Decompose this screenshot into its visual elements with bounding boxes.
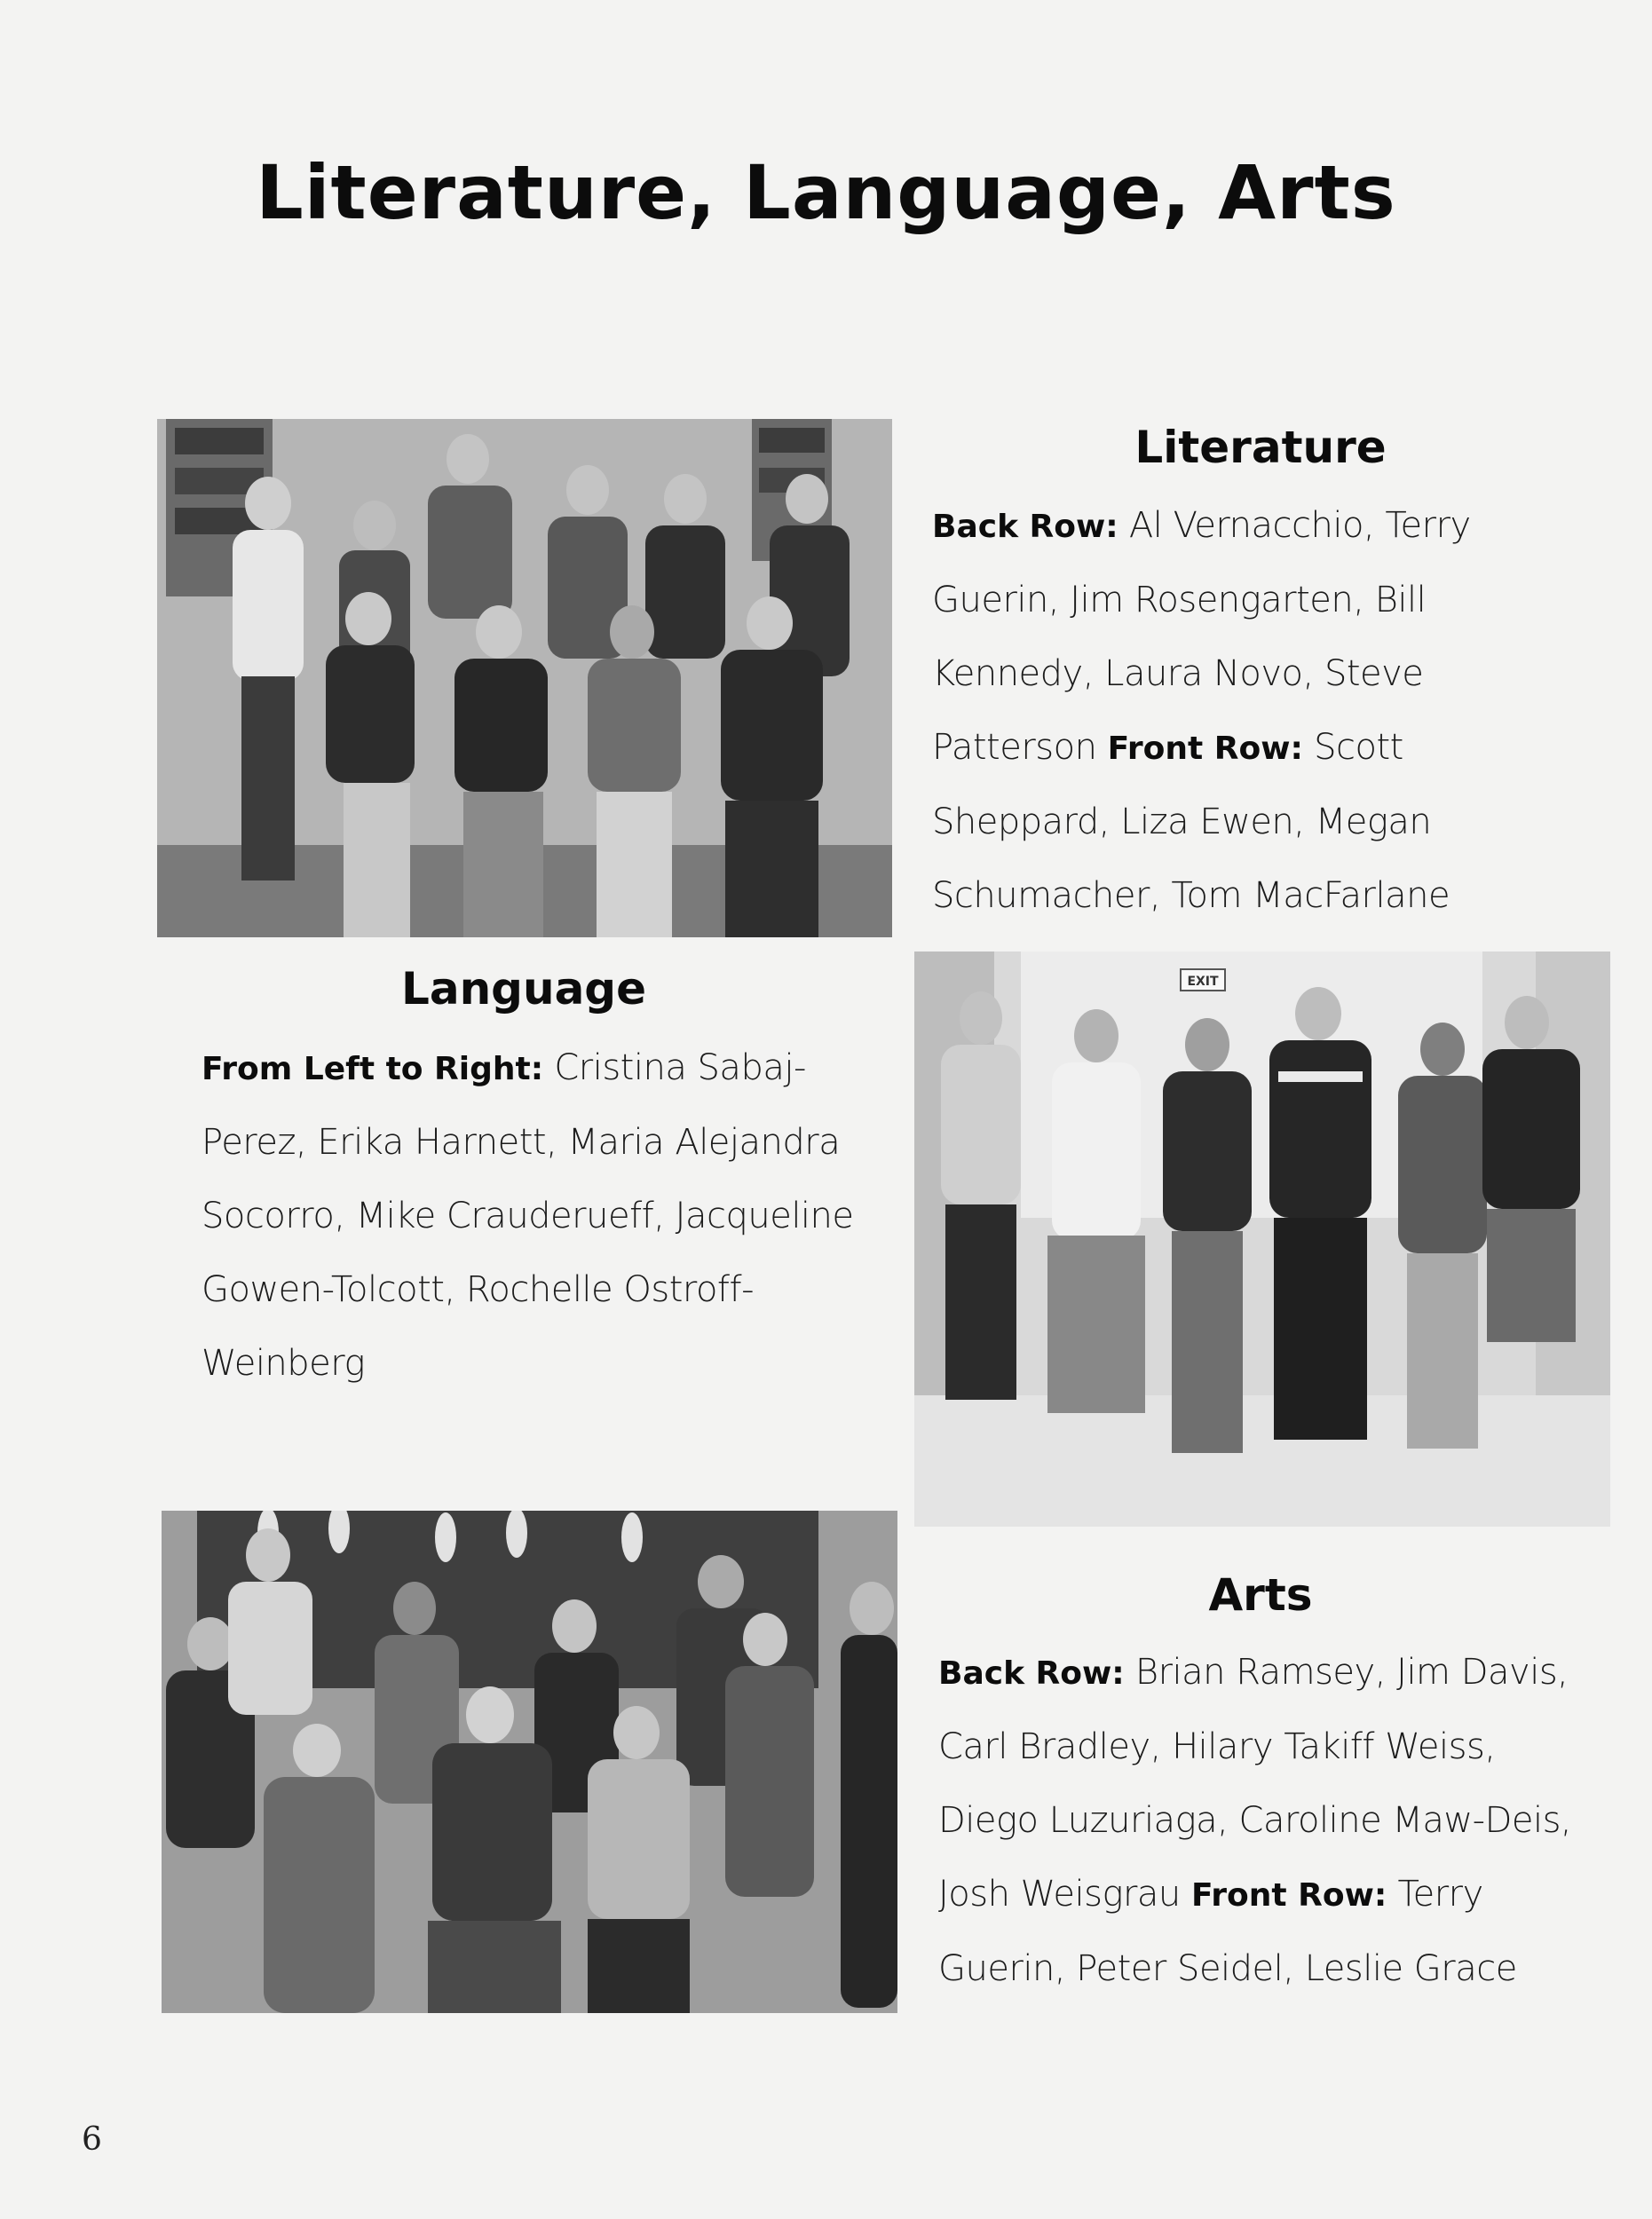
- language-caption: [202, 1031, 876, 1401]
- arts-back-row-label: Back Row:: [938, 1655, 1125, 1692]
- literature-front-row-label: Front Row:: [1107, 730, 1303, 767]
- arts-front-row-label: Front Row:: [1190, 1877, 1387, 1914]
- literature-photo-drawing: [157, 419, 892, 937]
- literature-front-row-names: Scott Sheppard, Liza Ewen, Megan Schumacher, Tom MacFarlane: [932, 727, 1450, 916]
- arts-photo-drawing: [162, 1511, 897, 2013]
- literature-back-row-label: Back Row:: [932, 509, 1118, 545]
- arts-heading: Arts: [1208, 1569, 1313, 1621]
- arts-front-row-names: Terry Guerin, Peter Seidel, Leslie Grace: [938, 1874, 1517, 1989]
- language-order-label: From Left to Right:: [202, 1051, 544, 1087]
- page-title: Literature, Language, Arts: [256, 149, 1396, 236]
- literature-caption: [932, 489, 1589, 933]
- language-heading: Language: [400, 963, 647, 1015]
- literature-heading: Literature: [1134, 422, 1387, 473]
- language-photo-drawing: [914, 952, 1610, 1527]
- language-group-photo: [914, 952, 1610, 1527]
- language-names: Cristina Sabaj-Perez, Erika Harnett, Maria Alejandra Socorro, Mike Crauderueff, Jacqueline Gowen-Tolcott, Rochelle Ostroff-Weinberg: [202, 1047, 854, 1384]
- arts-caption: [938, 1636, 1595, 2006]
- literature-group-photo: [157, 419, 892, 937]
- literature-back-row-names: Al Vernacchio, Terry Guerin, Jim Rosengarten, Bill Kennedy, Laura Novo, Steve Patterson: [932, 505, 1471, 768]
- page-number: 6: [82, 2121, 102, 2158]
- exit-sign: EXIT: [1187, 975, 1219, 989]
- arts-back-row-names: Brian Ramsey, Jim Davis, Carl Bradley, Hilary Takiff Weiss, Diego Luzuriaga, Caroline Maw-Deis, Josh Weisgrau: [938, 1652, 1572, 1915]
- arts-group-photo: [162, 1511, 897, 2013]
